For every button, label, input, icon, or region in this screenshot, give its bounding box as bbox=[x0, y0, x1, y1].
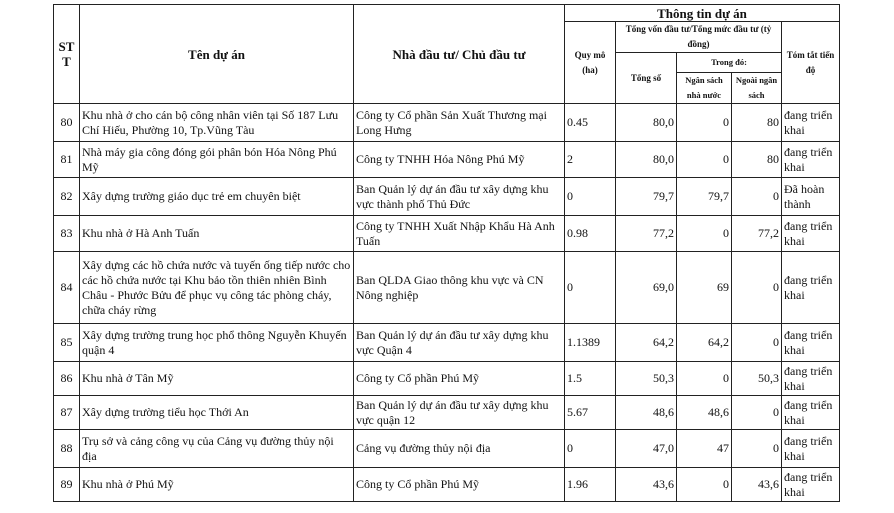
header-progress-summary: Tóm tắt tiến độ bbox=[782, 22, 840, 104]
row-state-budget: 64,2 bbox=[677, 324, 732, 362]
row-stt: 87 bbox=[54, 396, 80, 430]
row-non-state-budget: 77,2 bbox=[732, 216, 782, 252]
row-stt: 89 bbox=[54, 468, 80, 502]
row-non-state-budget: 43,6 bbox=[732, 468, 782, 502]
row-state-budget: 69 bbox=[677, 252, 732, 324]
row-project-name: Trụ sở và cảng công vụ của Cảng vụ đường thủy nội địa bbox=[80, 430, 354, 468]
row-scale: 0 bbox=[565, 430, 616, 468]
row-scale: 2 bbox=[565, 142, 616, 178]
table-row bbox=[54, 252, 840, 324]
row-stt: 86 bbox=[54, 362, 80, 396]
table-row bbox=[54, 396, 840, 430]
row-scale: 0.45 bbox=[565, 104, 616, 142]
row-stt: 82 bbox=[54, 178, 80, 216]
row-non-state-budget: 80 bbox=[732, 142, 782, 178]
table-row bbox=[54, 142, 840, 178]
row-status: đang triển khai bbox=[782, 142, 840, 178]
row-state-budget: 79,7 bbox=[677, 178, 732, 216]
row-state-budget: 48,6 bbox=[677, 396, 732, 430]
row-total: 79,7 bbox=[616, 178, 677, 216]
row-investor: Công ty Cổ phần Sản Xuất Thương mại Long Hưng bbox=[354, 104, 565, 142]
header-state-budget: Ngân sách nhà nước bbox=[677, 73, 732, 104]
row-investor: Ban QLDA Giao thông khu vực và CN Nông nghiệp bbox=[354, 252, 565, 324]
header-project-info: Thông tin dự án bbox=[565, 5, 840, 22]
table-row bbox=[54, 430, 840, 468]
row-status: đang triển khai bbox=[782, 468, 840, 502]
table-row bbox=[54, 324, 840, 362]
row-scale: 0 bbox=[565, 178, 616, 216]
row-total: 80,0 bbox=[616, 104, 677, 142]
row-status: đang triển khai bbox=[782, 104, 840, 142]
row-status: đang triển khai bbox=[782, 324, 840, 362]
row-project-name: Xây dựng trường trung học phổ thông Nguyễn Khuyến quận 4 bbox=[80, 324, 354, 362]
row-non-state-budget: 0 bbox=[732, 396, 782, 430]
row-status: đang triển khai bbox=[782, 216, 840, 252]
row-investor: Công ty TNHH Xuất Nhập Khẩu Hà Anh Tuấn bbox=[354, 216, 565, 252]
row-scale: 5.67 bbox=[565, 396, 616, 430]
header-of-which: Trong đó: bbox=[677, 53, 782, 73]
table-row bbox=[54, 362, 840, 396]
row-status: Đã hoàn thành bbox=[782, 178, 840, 216]
row-stt: 83 bbox=[54, 216, 80, 252]
row-project-name: Khu nhà ở Hà Anh Tuấn bbox=[80, 216, 354, 252]
row-total: 69,0 bbox=[616, 252, 677, 324]
row-total: 48,6 bbox=[616, 396, 677, 430]
row-scale: 1.5 bbox=[565, 362, 616, 396]
row-investor: Ban Quản lý dự án đầu tư xây dựng khu vực quận 12 bbox=[354, 396, 565, 430]
row-non-state-budget: 0 bbox=[732, 430, 782, 468]
header-capital: Tổng vốn đầu tư/Tổng mức đầu tư (tỷ đồng) bbox=[616, 22, 782, 53]
header-non-state-budget: Ngoài ngân sách bbox=[732, 73, 782, 104]
row-scale: 0 bbox=[565, 252, 616, 324]
row-investor: Cảng vụ đường thủy nội địa bbox=[354, 430, 565, 468]
row-project-name: Khu nhà ở cho cán bộ công nhân viên tại Số 187 Lưu Chí Hiếu, Phường 10, Tp.Vũng Tàu bbox=[80, 104, 354, 142]
row-non-state-budget: 0 bbox=[732, 178, 782, 216]
row-scale: 1.96 bbox=[565, 468, 616, 502]
row-investor: Công ty Cổ phần Phú Mỹ bbox=[354, 468, 565, 502]
row-stt: 88 bbox=[54, 430, 80, 468]
row-state-budget: 0 bbox=[677, 468, 732, 502]
row-investor: Công ty Cổ phần Phú Mỹ bbox=[354, 362, 565, 396]
row-stt: 80 bbox=[54, 104, 80, 142]
row-project-name: Nhà máy gia công đóng gói phân bón Hóa Nông Phú Mỹ bbox=[80, 142, 354, 178]
header-total: Tổng số bbox=[616, 53, 677, 104]
row-total: 43,6 bbox=[616, 468, 677, 502]
row-stt: 81 bbox=[54, 142, 80, 178]
row-scale: 1.1389 bbox=[565, 324, 616, 362]
row-state-budget: 0 bbox=[677, 362, 732, 396]
row-status: đang triển khai bbox=[782, 430, 840, 468]
row-non-state-budget: 80 bbox=[732, 104, 782, 142]
table-row bbox=[54, 104, 840, 142]
row-status: đang triển khai bbox=[782, 252, 840, 324]
row-project-name: Khu nhà ở Phú Mỹ bbox=[80, 468, 354, 502]
row-project-name: Xây dựng các hồ chứa nước và tuyến ống tiếp nước cho các hồ chứa nước tại Khu bảo tồn thiên nhiên Bình Châu - Phước Bửu để phục vụ công tác phòng cháy, chữa cháy rừng bbox=[80, 252, 354, 324]
row-status: đang triển khai bbox=[782, 396, 840, 430]
header-stt: ST T bbox=[54, 5, 80, 104]
table-row bbox=[54, 216, 840, 252]
row-non-state-budget: 50,3 bbox=[732, 362, 782, 396]
row-stt: 85 bbox=[54, 324, 80, 362]
row-investor: Ban Quản lý dự án đầu tư xây dựng khu vực Quận 4 bbox=[354, 324, 565, 362]
row-non-state-budget: 0 bbox=[732, 252, 782, 324]
row-scale: 0.98 bbox=[565, 216, 616, 252]
table-row bbox=[54, 468, 840, 502]
row-status: đang triển khai bbox=[782, 362, 840, 396]
row-state-budget: 47 bbox=[677, 430, 732, 468]
row-project-name: Khu nhà ở Tân Mỹ bbox=[80, 362, 354, 396]
projects-table bbox=[53, 4, 840, 502]
row-total: 80,0 bbox=[616, 142, 677, 178]
row-state-budget: 0 bbox=[677, 216, 732, 252]
header-investor: Nhà đầu tư/ Chủ đầu tư bbox=[354, 5, 565, 104]
table-row bbox=[54, 178, 840, 216]
row-state-budget: 0 bbox=[677, 104, 732, 142]
row-total: 50,3 bbox=[616, 362, 677, 396]
row-state-budget: 0 bbox=[677, 142, 732, 178]
row-project-name: Xây dựng trường tiểu học Thới An bbox=[80, 396, 354, 430]
row-non-state-budget: 0 bbox=[732, 324, 782, 362]
header-project-name: Tên dự án bbox=[80, 5, 354, 104]
row-stt: 84 bbox=[54, 252, 80, 324]
row-investor: Công ty TNHH Hóa Nông Phú Mỹ bbox=[354, 142, 565, 178]
row-investor: Ban Quản lý dự án đầu tư xây dựng khu vực thành phố Thủ Đức bbox=[354, 178, 565, 216]
header-scale: Quy mô (ha) bbox=[565, 22, 616, 104]
row-total: 77,2 bbox=[616, 216, 677, 252]
row-project-name: Xây dựng trường giáo dục trẻ em chuyên biệt bbox=[80, 178, 354, 216]
row-total: 47,0 bbox=[616, 430, 677, 468]
row-total: 64,2 bbox=[616, 324, 677, 362]
